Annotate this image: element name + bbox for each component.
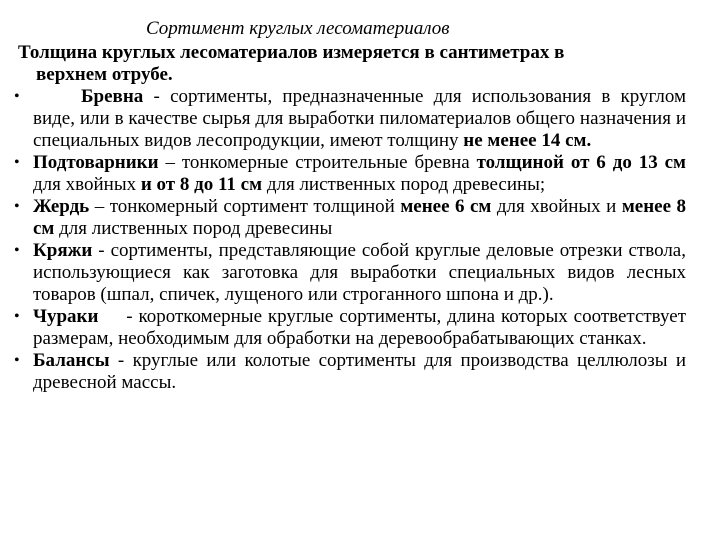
definition-podtovarniki: – тонкомерные строительные бревна xyxy=(158,152,477,173)
emphasis-podtovarniki-deciduous: и от 8 до 11 см xyxy=(140,174,263,195)
term-brevna: Бревна xyxy=(81,86,144,107)
definition-podtovarniki-3: для лиственных пород древесины; xyxy=(262,174,546,195)
bullet-icon: • xyxy=(14,154,20,171)
intro-paragraph xyxy=(14,42,686,86)
emphasis-brevna-thickness: не менее 14 см. xyxy=(463,130,592,151)
definition-podtovarniki-2: для хвойных xyxy=(33,174,141,195)
definition-balansy: - круглые или колотые сортименты для производства целлюлозы и древесной массы. xyxy=(33,350,686,393)
definition-zherd-3: для лиственных пород древесины xyxy=(54,218,333,239)
definition-brevna: - сортименты, предназначенные для использования в круглом виде, или в качестве сырья для выработки пиломатериалов общего назначения и специальных видов лесопродукции, имеют толщину xyxy=(33,86,686,151)
emphasis-zherd-deciduous: менее 8 см xyxy=(33,196,686,239)
list-item-balansy xyxy=(14,350,686,394)
definition-kryazhi: - сортименты, представляющие собой круглые деловые отрезки ствола, использующиеся как заготовка для выработки специальных видов лесных товаров (шпал, спичек, лущеного или строганного шпона и др.). xyxy=(33,240,686,305)
bullet-icon: • xyxy=(14,242,20,259)
bullet-icon: • xyxy=(14,88,20,105)
list-item-podtovarniki xyxy=(14,152,686,196)
sortiment-list xyxy=(14,86,686,394)
slide-title: Сортимент круглых лесоматериалов xyxy=(146,18,450,39)
term-churaki: Чураки xyxy=(33,306,99,327)
term-kryazhi: Кряжи xyxy=(33,240,93,261)
definition-zherd-2: для хвойных и xyxy=(491,196,622,217)
term-podtovarniki: Подтоварники xyxy=(33,152,159,173)
bullet-icon: • xyxy=(14,198,20,215)
intro-line-1: Толщина круглых лесоматериалов измеряется в сантиметрах в xyxy=(18,42,565,63)
definition-churaki: - короткомерные круглые сортименты, длина которых соответствует размерам, необходимым для обработки на деревообрабатывающих станках. xyxy=(33,306,686,349)
bullet-icon: • xyxy=(14,352,20,369)
term-balansy: Балансы xyxy=(33,350,110,371)
emphasis-podtovarniki-conifer: толщиной от 6 до 13 см xyxy=(476,152,686,173)
intro-line-2: верхнем отрубе. xyxy=(36,64,173,85)
definition-zherd: – тонкомерный сортимент толщиной xyxy=(89,196,401,217)
bullet-icon: • xyxy=(14,308,20,325)
list-item-kryazhi xyxy=(14,240,686,306)
emphasis-zherd-conifer: менее 6 см xyxy=(400,196,492,217)
term-zherd: Жердь xyxy=(33,196,90,217)
list-item-churaki xyxy=(14,306,686,350)
list-item-zherd xyxy=(14,196,686,240)
list-item-brevna xyxy=(14,86,686,152)
